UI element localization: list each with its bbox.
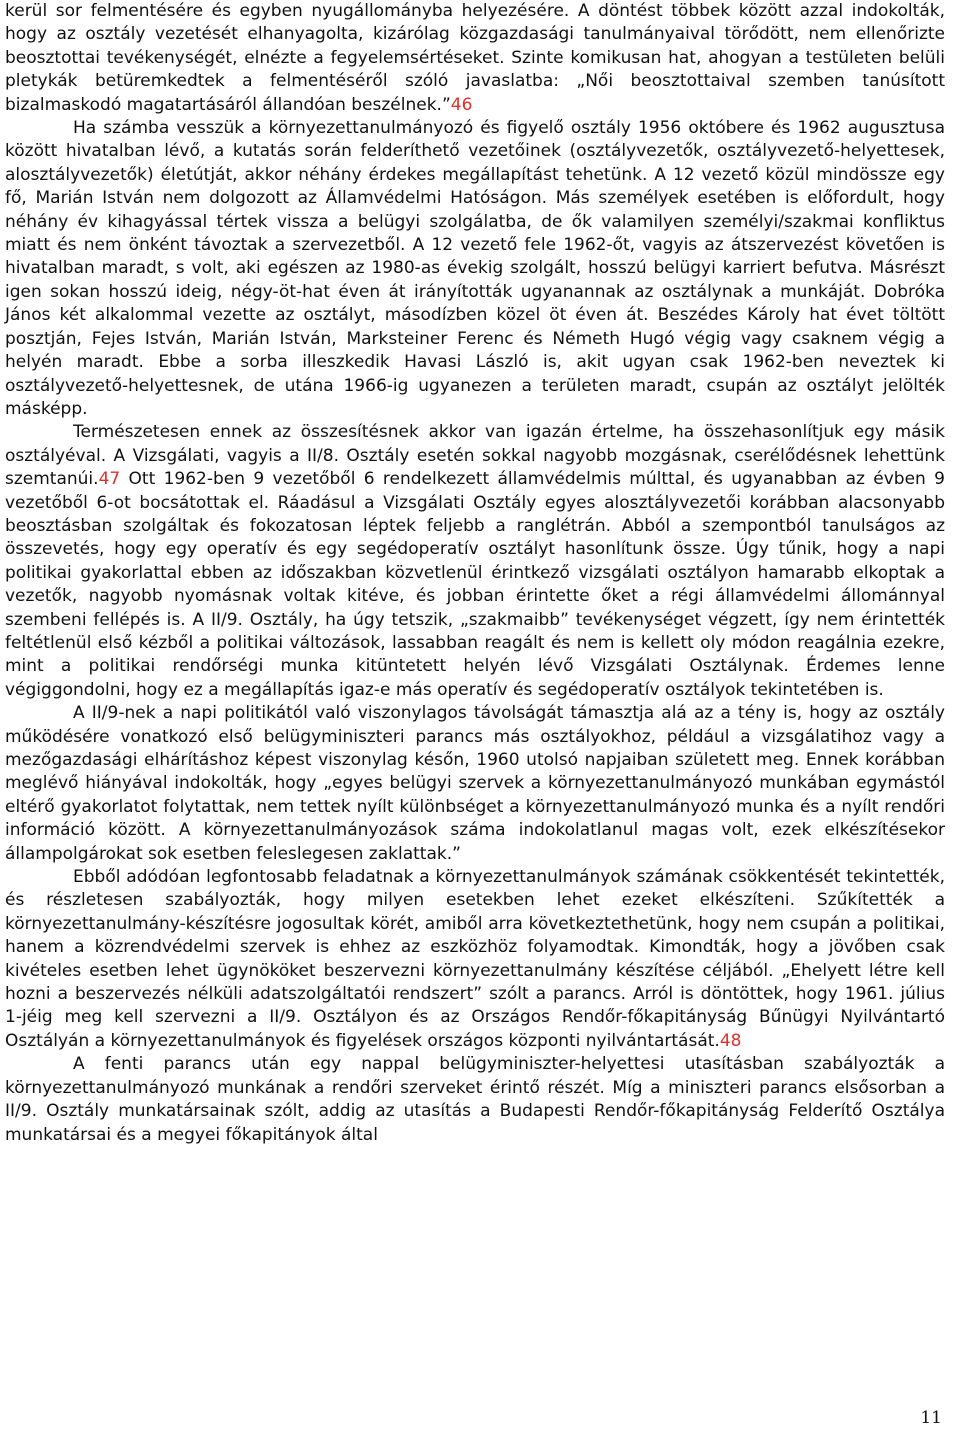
paragraph-text: Természetesen ennek az összesítésnek akkor van igazán értelme, ha összehasonlítjuk egy másik osztályéval. A Vizsgálati, vagyis a II/8. Osztály esetén sokkal nagyobb mozgásnak, cserélődésnek lehettünk szemtanúi.: [5, 422, 945, 490]
paragraph-text: A fenti parancs után egy nappal belügyminiszter-helyettesi utasításban szabályozták a környezettanulmányozó munkának a rendőri szerveket érintő részét. Míg a miniszteri parancs elsősorban a II/9. Osztály munkatársainak szólt, addig az utasítás a Budapesti Rendőr-főkapitányság Felderítő Osztálya munkatársai és a megyei főkapitányok által: [5, 1054, 945, 1145]
footnote-reference[interactable]: 46: [450, 94, 473, 115]
footnote-reference[interactable]: 48: [719, 1030, 742, 1051]
paragraph: [5, 866, 945, 1053]
paragraph: [5, 421, 945, 702]
page-number: 11: [920, 1408, 942, 1428]
footnote-reference[interactable]: 47: [98, 469, 121, 490]
paragraph: [5, 117, 945, 421]
paragraph: [5, 702, 945, 866]
paragraph: [5, 1053, 945, 1147]
paragraph-text: Ebből adódóan legfontosabb feladatnak a környezettanulmányok számának csökkentését tekintették, és részletesen szabályozták, hogy milyen esetekben lehet ezeket elkészíteni. Szűkítették a környezettanulmány-készítésre jogosultak körét, amiből arra következtethetünk, hogy nem csupán a politikai, hanem a közrendvédelmi szervek is ehhez az eszközhöz folyamodtak. Kimondták, hogy a jövőben csak kivételes esetben lehet ügynököket beszervezni környezettanulmány készítése céljából. „Ehelyett létre kell hozni a beszervezés nélküli adatszolgáltatói rendszert” szólt a parancs. Arról is döntöttek, hogy 1961. július 1-jéig meg kell szervezni a II/9. Osztályon és az Országos Rendőr-főkapitányság Bűnügyi Nyilvántartó Osztályán a környezettanulmányok és figyelések országos központi nyilvántartását.: [5, 867, 945, 1051]
paragraph: [5, 0, 945, 117]
paragraph-text: Ha számba vesszük a környezettanulmányozó és figyelő osztály 1956 októbere és 1962 augusztusa között hivatalban lévő, a kutatás során felderíthető vezetőinek (osztályvezetők, osztályvezető-helyettesek, alosztályvezetők) életútját, akkor néhány érdekes megállapítást tehetünk. A 12 vezető közül mindössze egy fő, Marián István nem dolgozott az Államvédelmi Hatóságon. Más személyek esetében is előfordult, hogy néhány év kihagyással tértek vissza a belügyi szolgálatba, de ők valamilyen személyi/szakmai konfliktus miatt és nem önként távoztak a szervezetből. A 12 vezető fele 1962-őt, vagyis az átszervezést követően is hivatalban maradt, s volt, aki egészen az 1980-as évekig szolgált, hosszú belügyi karriert befutva. Másrészt igen sokan hosszú ideig, négy-öt-hat éven át irányították ugyanannak az osztálynak a munkáját. Dobróka János két alkalommal vezette az osztályt, másodízben közel öt éven át. Beszédes Károly hat évet töltött posztján, Fejes István, Marián István, Marksteiner Ferenc és Németh Hugó végig vagy csaknem végig a helyén maradt. Ebbe a sorba illeszkedik Havasi László is, akit ugyan csak 1962-ben neveztek ki osztályvezető-helyettesnek, de utána 1966-ig ugyanezen a területen maradt, csupán az osztályt jelölték másképp.: [5, 118, 945, 419]
paragraph-text: Ott 1962-ben 9 vezetőből 6 rendelkezett államvédelmis múlttal, és ugyanabban az évben 9 vezetőből 6-ot bocsátottak el. Ráadásul a Vizsgálati Osztály egyes alosztályvezetői korábban alacsonyabb beosztásban szolgáltak és fokozatosan léptek feljebb a ranglétrán. Abból a szempontból tanulságos az összevetés, hogy egy operatív és egy segédoperatív osztályt hasonlítunk össze. Úgy tűnik, hogy a napi politikai gyakorlattal ebben az időszakban közvetlenül érintkező vizsgálati osztályon hamarabb elkoptak a vezetők, nagyobb nyomásnak voltak kitéve, és jobban érintette őket a régi államvédelmi állománnyal szembeni fellépés is. A II/9. Osztály, ha úgy tetszik, „szakmaibb” tevékenységet végzett, így nem érintették feltétlenül első kézből a politikai változások, lassabban reagált és nem is kellett oly módon reagálnia ezekre, mint a politikai rendőrségi munka kitüntetett helyén lévő Vizsgálati Osztálynak. Érdemes lenne végiggondolni, hogy ez a megállapítás igaz-e más operatív és segédoperatív osztályok tekintetében is.: [5, 469, 945, 700]
paragraph-text: kerül sor felmentésére és egyben nyugállományba helyezésére. A döntést többek között azzal indokolták, hogy az osztály vezetését elhanyagolta, kizárólag közgazdasági tanulmányaival törődött, nem ellenőrizte beosztottai tevékenységét, elnézte a fegyelemsértéseket. Szinte komikusan hat, ahogyan a testületen belüli pletykák betüremkedtek a felmentéséről szóló javaslatba: „Női beosztottaival szemben tanúsított bizalmaskodó magatartásáról állandóan beszélnek.”: [5, 1, 945, 115]
paragraph-text: A II/9-nek a napi politikától való viszonylagos távolságát támasztja alá az a tény is, hogy az osztály működésére vonatkozó első belügyminiszteri parancs más osztályokhoz, például a vizsgálatihoz vagy a mezőgazdasági elhárításhoz képest viszonylag későn, 1960 utolsó napjaiban született meg. Ennek korábban meglévő hiányával indokolták, hogy „egyes belügyi szervek a környezettanulmányozó munkában egymástól eltérő gyakorlatot folytattak, nem tettek nyílt különbséget a környezettanulmányozó munka és a nyílt rendőri információ között. A környezettanulmányozások száma indokolatlanul magas volt, ezek elkészítésekor állampolgárokat sok esetben feleslegesen zaklattak.”: [5, 703, 945, 864]
document-body: [5, 0, 945, 1147]
